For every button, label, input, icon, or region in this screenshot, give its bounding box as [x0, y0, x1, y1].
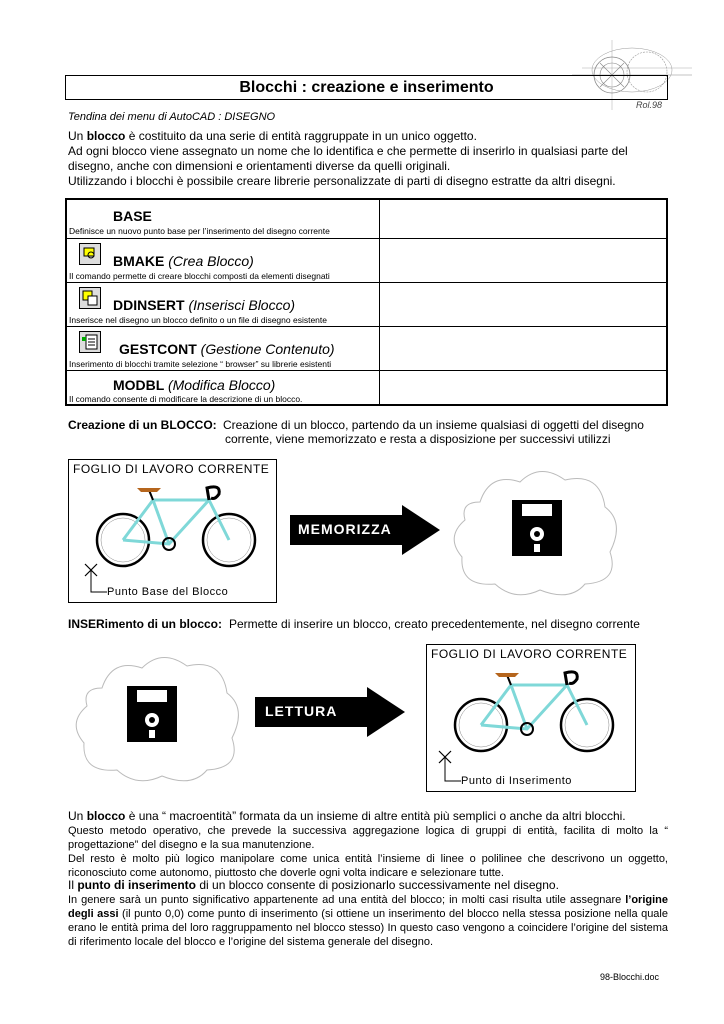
sheet-title: FOGLIO DI LAVORO CORRENTE	[431, 647, 628, 661]
store-arrow-label: MEMORIZZA	[298, 521, 392, 537]
sheet-title: FOGLIO DI LAVORO CORRENTE	[73, 462, 270, 476]
page-title: Blocchi : creazione e inserimento	[65, 75, 668, 100]
insert-block-icon[interactable]	[79, 287, 101, 309]
command-row-modbl: MODBL (Modifica Blocco) Il comando consente di modificare la descrizione di un blocco.	[67, 370, 666, 406]
cloud-storage-icon	[72, 648, 242, 788]
sheet-drawing-insertion	[426, 644, 636, 792]
reference-code: Rol.98	[636, 100, 663, 110]
bicycle-icon	[449, 663, 619, 763]
command-row-base	[67, 200, 666, 238]
command-row-bmake: BMAKE (Crea Blocco) Il comando permette di creare blocchi composti da elementi disegnati	[67, 238, 666, 282]
command-name: DDINSERT	[113, 297, 185, 313]
base-point-label: Punto Base del Blocco	[107, 586, 229, 598]
insertion-label: INSERimento di un blocco:	[68, 617, 223, 631]
insertion-text: Permette di inserire un blocco, creato precedentemente, nel disegno corrente	[229, 617, 640, 631]
macro-entity-section: Un blocco è una “ macroentità” formata da un insieme di altre entità più semplici o anche da altri blocchi. Questo metodo operativo, che prevede la successiva aggregazione logica di gruppi di entità, facilita di molto la “ progettazione” del disegno e la sua manutenzione. Del resto è molto più logico manipolare come unica entità l’insieme di linee o polilinee che descrivono un oggetto, riconosciuto come autonomo, piuttosto che doverle ogni volta indicare e selezionare tutte.	[68, 809, 668, 879]
command-name: BASE	[113, 208, 152, 224]
command-row-ddinsert: DDINSERT (Inserisci Blocco) Inserisce nel disegno un blocco definito o un file di disegno esistente	[67, 282, 666, 326]
command-name: BMAKE	[113, 253, 165, 269]
command-row-gestcont: GESTCONT (Gestione Contenuto) Inserimento di blocchi tramite selezione “ browser” su librerie esistenti	[67, 326, 666, 370]
menu-path: Tendina dei menu di AutoCAD : DISEGNO	[68, 111, 276, 123]
cloud-storage-icon	[450, 462, 620, 602]
read-arrow-label: LETTURA	[265, 703, 338, 719]
intro-keyword: blocco	[86, 129, 126, 143]
command-description: Il comando consente di modificare la descrizione di un blocco.	[69, 394, 303, 404]
bicycle-icon	[91, 478, 261, 578]
commands-table	[65, 198, 668, 406]
insert-point-section: Il punto di inserimento di un blocco consente di posizionarlo successivamente nel disegno. In genere sarà un punto significativo appartenente ad una entità del blocco; in molti casi risulta utile assegnare l’origine degli assi (il punto 0,0) come punto di inserimento (si ottiene un inserimento del blocco nella stessa posizione nella quale erano le entità prima del loro raggruppamento nel blocco stesso) In questo caso vengono a coincidere l’origine del sistema di riferimento locale del blocco e l’origine del sistema generale del disegno.	[68, 878, 668, 948]
command-description: Definisce un nuovo punto base per l’inserimento del disegno corrente	[69, 226, 330, 236]
footer-filename: 98-Blocchi.doc	[600, 972, 660, 982]
make-block-icon[interactable]	[79, 243, 101, 265]
sheet-drawing-creation	[68, 459, 277, 603]
command-description: Il comando permette di creare blocchi composti da elementi disegnati	[69, 271, 330, 281]
command-description: Inserisce nel disegno un blocco definito o un file di disegno esistente	[69, 315, 328, 325]
command-name: MODBL	[113, 377, 165, 393]
command-name: GESTCONT	[119, 341, 197, 357]
creation-text: Creazione di un blocco, partendo da un insieme qualsiasi di oggetti del disegno corrente, viene memorizzato e resta a disposizione per successivi utilizzi	[223, 418, 644, 446]
content-manager-icon[interactable]	[79, 331, 101, 353]
intro-text: Un blocco è costituito da una serie di entità raggruppate in un unico oggetto. Ad ogni blocco viene assegnato un nome che lo identifica e che permette di inserirlo in qualsiasi parte del disegno, anche con dimensioni e orientamenti diverse da quelli originali. Utilizzando i blocchi è possibile creare librerie personalizzate di parti di disegno estratte da altri disegni.	[68, 129, 628, 188]
creation-label: Creazione di un BLOCCO:	[68, 418, 217, 432]
insertion-point-label: Punto di Inserimento	[461, 775, 572, 787]
command-description: Inserimento di blocchi tramite selezione “ browser” su librerie esistenti	[69, 359, 332, 369]
